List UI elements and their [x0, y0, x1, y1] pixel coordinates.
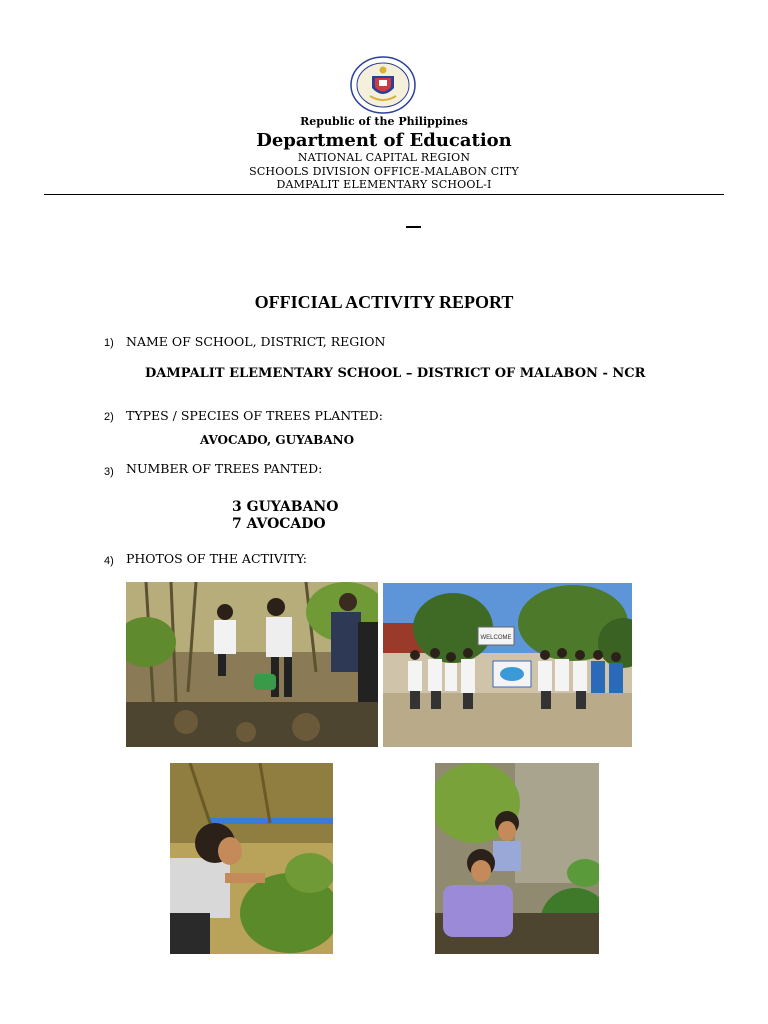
- item-question: NUMBER OF TREES PANTED:: [126, 461, 323, 476]
- item-answer: AVOCADO, GUYABANO: [200, 433, 355, 447]
- photo-kids-kneeling: [435, 763, 599, 954]
- item-question: TYPES / SPECIES OF TREES PLANTED:: [126, 408, 383, 423]
- deped-seal: [350, 56, 416, 114]
- item-number: 4): [104, 555, 114, 567]
- school-line: DAMPALIT ELEMENTARY SCHOOL-I: [276, 178, 492, 191]
- item-answer: DAMPALIT ELEMENTARY SCHOOL – DISTRICT OF MALABON - NCR: [145, 366, 646, 381]
- region-line: NATIONAL CAPITAL REGION: [297, 151, 471, 164]
- photo-group-banner: [383, 583, 632, 747]
- department-of-education: Department of Education: [256, 130, 512, 151]
- dash-mark: [406, 226, 421, 228]
- photo-girl-planting: [170, 763, 333, 954]
- item-answer-line: 3 GUYABANO: [232, 499, 339, 515]
- item-number: 1): [104, 337, 114, 349]
- item-question: NAME OF SCHOOL, DISTRICT, REGION: [126, 334, 386, 349]
- item-number: 3): [104, 466, 114, 478]
- header-divider: [44, 194, 724, 195]
- report-title: OFFICIAL ACTIVITY REPORT: [254, 292, 514, 312]
- item-question: PHOTOS OF THE ACTIVITY:: [126, 551, 307, 566]
- welcome-sign: WELCOME: [480, 635, 512, 641]
- item-answer-line: 7 AVOCADO: [232, 516, 326, 532]
- photo-watering-plants: [126, 582, 378, 747]
- item-number: 2): [104, 411, 114, 423]
- republic-of-the-philippines: Republic of the Philippines: [300, 115, 468, 128]
- division-line: SCHOOLS DIVISION OFFICE-MALABON CITY: [249, 165, 519, 178]
